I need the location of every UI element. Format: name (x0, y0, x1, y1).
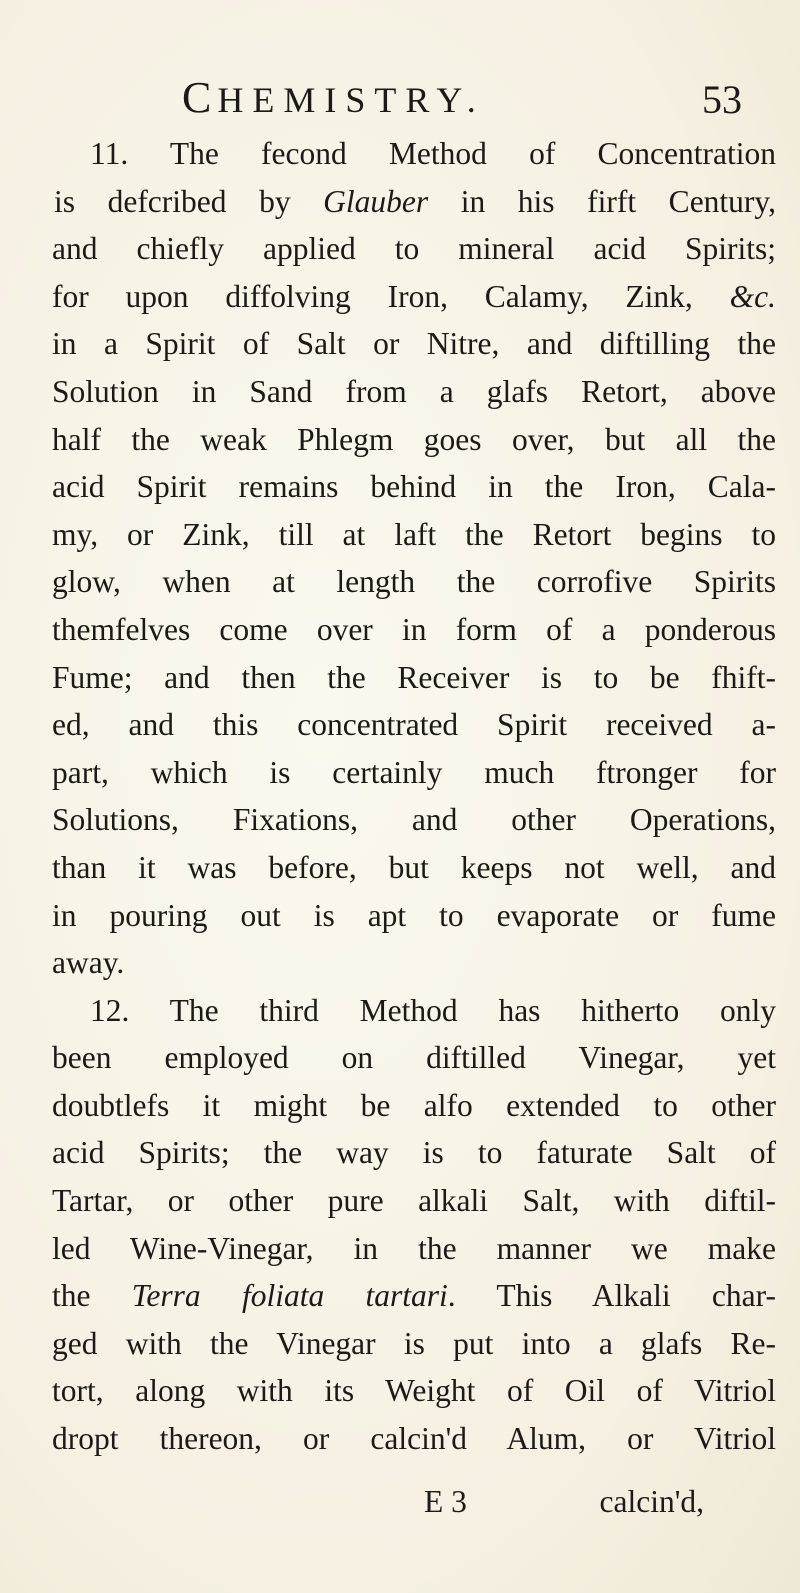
text-line: for upon diffolving Iron, Calamy, Zink, &c. (52, 278, 776, 314)
text-line: acid Spirit remains behind in the Iron, Cala- (52, 469, 776, 505)
text-line: the Terra foliata tartari. This Alkali char- (52, 1278, 776, 1314)
text-line: doubtlefs it might be alfo extended to other (52, 1087, 776, 1123)
text-line: in a Spirit of Salt or Nitre, and diftilling the (52, 326, 776, 362)
text-line: acid Spirits; the way is to faturate Salt of (52, 1135, 776, 1171)
text-line: 12. The third Method has hitherto only (90, 992, 776, 1028)
text-line: themfelves come over in form of a ponderous (52, 611, 776, 647)
text-line: half the weak Phlegm goes over, but all the (52, 421, 776, 457)
text-line: 11. The fecond Method of Concentration (90, 136, 776, 171)
text-line: dropt thereon, or calcin'd Alum, or Vitriol (52, 1421, 776, 1457)
text-line: in pouring out is apt to evaporate or fume (52, 897, 776, 933)
text-line: ed, and this concentrated Spirit received a- (52, 707, 776, 743)
running-head (180, 68, 760, 128)
catchword: calcin'd, (599, 1484, 704, 1519)
text-line: and chiefly applied to mineral acid Spirits; (52, 231, 776, 267)
text-line: is defcribed by Glauber in his firft Century, (54, 183, 776, 219)
page-footer (52, 1484, 776, 1534)
text-line: glow, when at length the corrofive Spirits (52, 564, 776, 600)
page-number: 53 (702, 77, 742, 122)
text-line: Solution in Sand from a glafs Retort, above (52, 373, 776, 409)
text-line: my, or Zink, till at laft the Retort begins to (52, 516, 776, 552)
text-line: part, which is certainly much ftronger for (52, 754, 776, 790)
running-title-rest: HEMISTRY. (217, 80, 485, 120)
running-title (182, 72, 485, 123)
text-line: away. (52, 945, 125, 981)
body-text (52, 130, 776, 1463)
text-line: than it was before, but keeps not well, and (52, 849, 776, 885)
signature-mark: E 3 (424, 1484, 467, 1519)
text-line: ged with the Vinegar is put into a glafs Re- (52, 1325, 776, 1361)
text-line: led Wine-Vinegar, in the manner we make (52, 1230, 776, 1266)
text-line: Tartar, or other pure alkali Salt, with diftil- (52, 1183, 776, 1219)
text-line: Fume; and then the Receiver is to be fhift- (52, 659, 776, 695)
running-title-initial: C (182, 73, 218, 122)
text-line: Solutions, Fixations, and other Operations, (52, 802, 776, 838)
text-line: been employed on diftilled Vinegar, yet (52, 1040, 776, 1076)
text-line: tort, along with its Weight of Oil of Vitriol (52, 1373, 776, 1409)
